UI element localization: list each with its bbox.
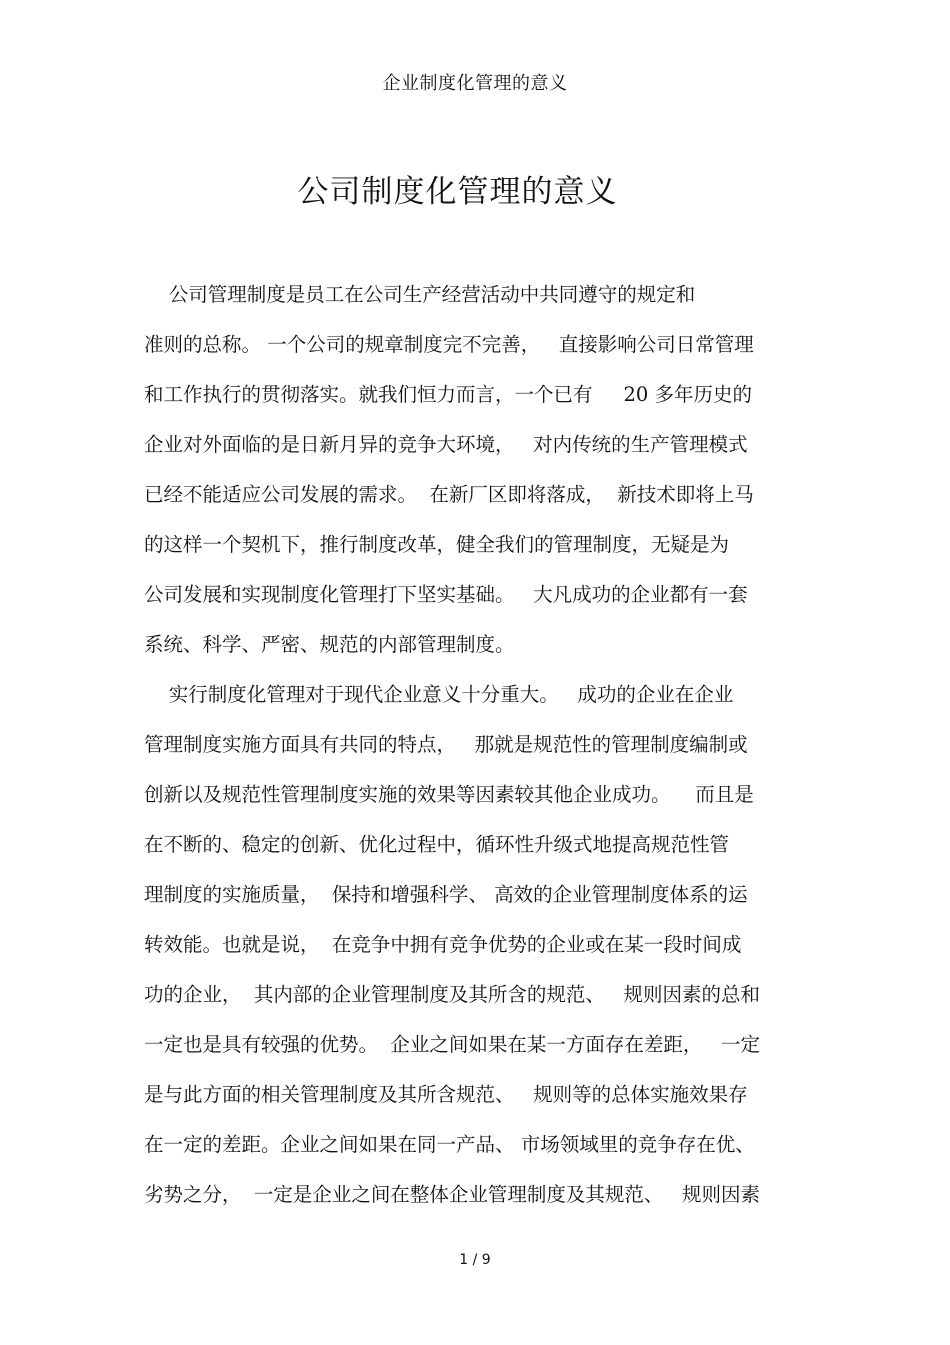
body-line: 在一定的差距。企业之间如果在同一产品、 市场领域里的竞争存在优、 — [144, 1133, 755, 1156]
body-line: 系统、科学、严密、规范的内部管理制度。 — [144, 633, 515, 656]
body-line: 公司发展和实现制度化管理打下坚实基础。 大凡成功的企业都有一套 — [144, 583, 748, 606]
body-line: 是与此方面的相关管理制度及其所含规范、 规则等的总体实施效果存 — [144, 1083, 748, 1106]
body-line: 准则的总称。 一个公司的规章制度完不完善， 直接影响公司日常管理 — [144, 333, 754, 356]
body-line: 实行制度化管理对于现代企业意义十分重大。 成功的企业在企业 — [144, 683, 734, 706]
body-line: 功的企业， 其内部的企业管理制度及其所含的规范、 规则因素的总和 — [144, 983, 760, 1006]
body-line: 创新以及规范性管理制度实施的效果等因素较其他企业成功。 而且是 — [144, 783, 754, 806]
document-title: 公司制度化管理的意义 — [297, 174, 618, 210]
running-header: 企业制度化管理的意义 — [382, 73, 568, 94]
body-line: 和工作执行的贯彻落实。就我们恒力而言，一个已有 20 多年历史的 — [144, 383, 753, 406]
body-line: 在不断的、稳定的创新、优化过程中，循环性升级式地提高规范性管 — [144, 833, 730, 856]
body-line: 管理制度实施方面具有共同的特点， 那就是规范性的管理制度编制或 — [144, 733, 748, 756]
body-line: 已经不能适应公司发展的需求。 在新厂区即将落成， 新技术即将上马 — [144, 483, 754, 506]
body-line: 的这样一个契机下，推行制度改革，健全我们的管理制度，无疑是为 — [144, 533, 730, 556]
body-line: 公司管理制度是员工在公司生产经营活动中共同遵守的规定和 — [144, 283, 696, 306]
page-number: 1 / 9 — [459, 1252, 491, 1268]
body-line: 一定也是具有较强的优势。 企业之间如果在某一方面存在差距， 一定 — [144, 1033, 760, 1056]
body-line: 转效能。也就是说， 在竞争中拥有竞争优势的企业或在某一段时间成 — [144, 933, 742, 956]
body-line: 劣势之分， 一定是企业之间在整体企业管理制度及其规范、 规则因素 — [144, 1183, 760, 1206]
body-line: 理制度的实施质量， 保持和增强科学、 高效的企业管理制度体系的运 — [144, 883, 748, 906]
document-body — [144, 270, 824, 1220]
body-line: 企业对外面临的是日新月异的竞争大环境， 对内传统的生产管理模式 — [144, 433, 748, 456]
